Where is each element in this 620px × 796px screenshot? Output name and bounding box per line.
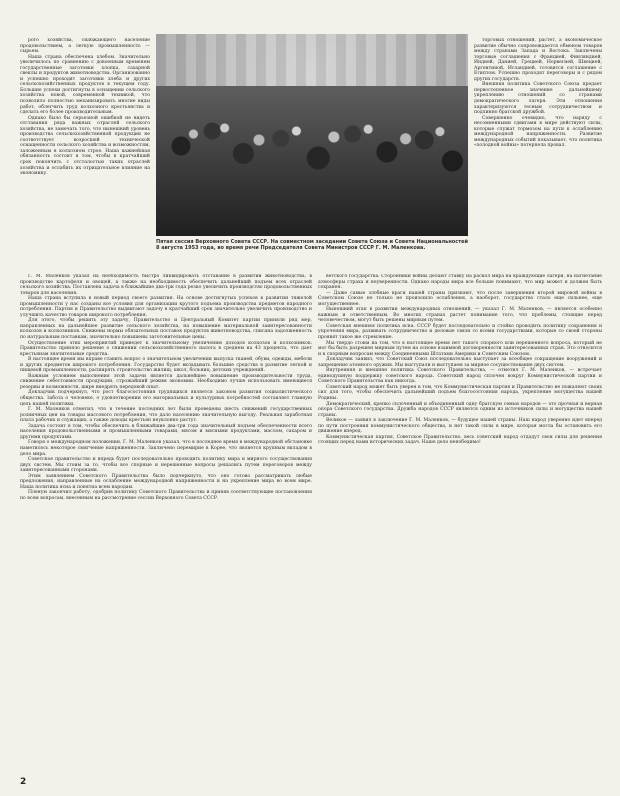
paragraph: Советское правительство и впредь будет последовательно проводить политику мира и мирного сосуществования двух систем. Мы стоим за то, чтобы все спорные и нерешенные вопросы решались путем переговоров между заинтересованными сторонами. (20, 457, 312, 474)
paragraph: Осуществление этих мероприятий приведет к значительному увеличению доходов колхозов и колхозников. Правительство приняло решение о снижении сельскохозяйственного налога в среднем на 43 процента, что дает крестьянам значительные средства. (20, 340, 312, 357)
paragraph: Наша страна вступила в новый период своего развития. На основе достигнутых успехов в развитии тяжелой промышленности у нас созданы все условия для организации крутого подъема производства предметов народного потребления. Партия и Правительство выдвигают задачу в кратчайший срок значительно увеличить производство и улучшить качество товаров широкого потребления. (20, 296, 312, 318)
paragraph: Внутренняя и внешняя политика Советского Правительства, — отметил Г. М. Маленков, — встречает единодушную поддержку советского народа. Советский народ сплочен вокруг Коммунистической партии и Советского Правительства как никогда. (318, 368, 602, 385)
paragraph: Внешняя политика Советского Союза предает первостепенное значение дальнейшему укреплению отношений со странами демократического лагеря. Эти отношения характеризуются тесным сотрудничеством и подлинно братской дружбой. (474, 82, 602, 116)
paragraph: Докладчик заявил, что Советский Союз последовательно выступает за всеобщее сокращение вооружений и запрещение атомного оружия. Мы выступали и выступаем за мирное сосуществование двух систем. (318, 357, 602, 368)
paragraph: Важным условием выполнения этой задачи является дальнейшее повышение производительности труда, снижение себестоимости продукции, строжайший режим экономии. Необходимо лучше использовать имеющиеся резервы и возможности, шире внедрять передовой опыт. (20, 373, 312, 390)
paragraph: рого хозяйства, снабжающего население продовольствием, а легкую промышленность — сырьем. (20, 38, 150, 55)
paragraph: Говоря о международном положении, Г. М. Маленков указал, что в последнее время в международной обстановке наметилось некоторое смягчение напряженности. Заключено перемирие в Корее, что является крупным вкладом в дело мира. (20, 440, 312, 457)
paragraph: ветского государства. Сторонники войны делают ставку на раскол мира на враждующие лагери, на нагнетание атмосферы страха и неуверенности. Однако народы мира все больше понимают, что мир может и должен быть сохранен. (318, 274, 602, 291)
paragraph: Коммунистическая партия, Советское Правительство, весь советский народ отдадут свои силы для решения стоящих перед нами исторических задач. Наше дело непобедимо! (318, 434, 602, 446)
paragraph: Докладчик подчеркнул, что рост благосостояния трудящихся является законом развития социалистического общества. Забота о человеке, о удовлетворении его материальных и культурных потребностей составляет главную цель нашей политики. (20, 390, 312, 407)
text-column-left-top (20, 38, 150, 270)
paragraph: Советская внешняя политика ясна. СССР будет последовательно и стойко проводить политику сохранения и упрочения мира, развивать сотрудничество и деловые связи со всеми государствами, которые со своей стороны проявят такое же стремление. (318, 323, 602, 341)
paragraph: Совершенно очевидно, что наряду с несомненными сдвигами в мире действуют силы, которые служат тормозом на пути к ослаблению международной напряженности. Развитие международных событий показывает, что политика «холодной войны» потерпела провал. (474, 115, 602, 149)
paragraph: Демократический, крепко сплоченный и объединенный одну братскую семью народов — это прочная и верная опора Советского государства. Дружба народов СССР является одним из источников силы и могущества нашей страны. (318, 401, 602, 418)
session-photo (156, 34, 468, 236)
paragraph: В настоящее время мы вправе ставить вопрос о значительном увеличении выпуска тканей, обуви, одежды, мебели и других предметов широкого потребления. Государство будет вкладывать большие средства в развитие легкой и пищевой промышленности, расширять строительство жилищ, школ, больниц, детских учреждений. (20, 357, 312, 374)
photo-caption: Пятая сессия Верховного Совета СССР. На совместном заседании Совета Союза и Совета Национальностей 8 августа 1953 года, во время речи Председателя Совета Министров СССР Г. М. Маленкова. (156, 239, 468, 252)
paragraph: Г. М. Маленков указал на необходимость быстро ликвидировать отставание в развитии животноводства, в производстве картофеля и овощей, а также на необходимость обеспечить дальнейший подъем всех отраслей сельского хозяйства. Поставлена задача в ближайшие два-три года резко увеличить производство продовольственных товаров для населения. (20, 274, 312, 296)
paragraph: Нынешний этап в развитии международных отношений, — указал Г. М. Маленков, — является особенно важным и ответственным. Во многих странах растет понимание того, что проблемы, стоящие перед человечеством, могут быть решены мирным путем. (318, 307, 602, 324)
hall-ceiling (156, 34, 468, 94)
paragraph: Наша страна обеспечена хлебом. Значительно увеличилось по сравнению с довоенным временем государственные заготовки хлопка, сахарной свеклы и продуктов животноводства. Организованно и успешно проходят заготовки хлеба и других сельскохозяйственных продуктов в текущем году. Большие успехи достигнуты в оснащении сельского хозяйства новой, современной техникой, что позволило полностью механизировать многие виды работ, облегчить труд колхозного крестьянства и сделать его более производительным. (20, 54, 150, 116)
paragraph: Мы твердо стоим на том, что в настоящее время нет такого спорного или нерешенного вопроса, который не мог бы быть разрешен мирным путем на основе взаимной договоренности заинтересованных стран. Это относится и к спорным вопросам между Соединенными Штатами Америки и Советским Союзом. (318, 340, 602, 357)
audience-faces (156, 104, 468, 164)
text-column-right-bottom (318, 274, 602, 774)
paragraph: Пленум закончил работу, одобрив политику Советского Правительства и приняв соответствующие постановления по всем вопросам, внесенным на рассмотрение сессии Верховного Совета СССР. (20, 490, 312, 501)
page-number: 2 (20, 777, 27, 787)
paragraph: Для этого, чтобы решить эту задачу, Правительство и Центральный Комитет партии приняли ряд мер, направленных на дальнейшее развитие сельского хозяйства, на повышение материальной заинтересованности колхозов и колхозников. Снижены нормы обязательных поставок продуктов животноводства, списана задолженность по натуральным поставкам, значительно повышены заготовительные цены. (20, 318, 312, 341)
paragraph: Задача состоит в том, чтобы обеспечить в ближайшие два-три года значительный подъем обеспеченности всего населения продовольственными и промышленными товарами, мясом и мясными продуктами, маслом, сахаром и другими продуктами. (20, 423, 312, 440)
paragraph: Великое — заявил в заключение Г. М. Маленков, — будущее нашей страны. Наш народ уверенно идет вперед по пути построения коммунистического общества, и нет такой силы в мире, которая могла бы остановить его движение вперед. (318, 418, 602, 435)
paragraph: Г. М. Маленков отметил, что в течение последних лет были проведены шесть снижений государственных розничных цен на товары массового потребления, что дало населению значительную выгоду. Реальная заработная плата рабочих и служащих, а также доходы крестьян неуклонно растут. (20, 407, 312, 424)
paragraph: Советский народ может быть уверен в том, что Коммунистическая партия и Правительство не пожалеют своих сил для того, чтобы обеспечить дальнейший подъем благосостояния народа, укрепление могущества нашей Родины. (318, 384, 602, 402)
text-column-right-top (474, 38, 602, 270)
paragraph: Этим заявлением Советского Правительства было подчеркнуто, что оно готово рассматривать любые предложения, направленные на ослабление международной напряженности и на укрепление мира во всем мире. Наша политика ясна и понятна всем народам. (20, 473, 312, 490)
text-column-left-bottom (20, 274, 312, 774)
paragraph: Однако было бы серьезной ошибкой не видеть отставания ряда важных отраслей сельского хозяйства, не замечать того, что нынешний уровень производства сельскохозяйственной продукции не соответствует возросшей технической оснащенности сельского хозяйства и возможностям, заложенным в колхозном строе. Наша важнейшая обязанность состоит в том, чтобы в кратчайший срок покончить с отсталостью таких отраслей хозяйства и ослабить их отрицательное влияние на экономику. (20, 115, 150, 177)
paragraph: торговых отношений, растет, а экономическое развитие обычно сопровождается обменом товаров между странами Запада и Востока. Заключены торговые соглашения с Францией, Финляндией, Индией, Данией, Грецией, Норвегией, Швецией, Аргентиной, Исландией, готовится соглашение с Египтом. Успешно проходят переговоры и с рядом других государств. (474, 38, 602, 82)
paragraph: — Даже самые злобные враги нашей страны признают, что после завершения второй мировой войны в Советском Союзе не только не произошло ослабления, а наоборот, государство стало еще сильнее, еще могущественнее. (318, 290, 602, 307)
